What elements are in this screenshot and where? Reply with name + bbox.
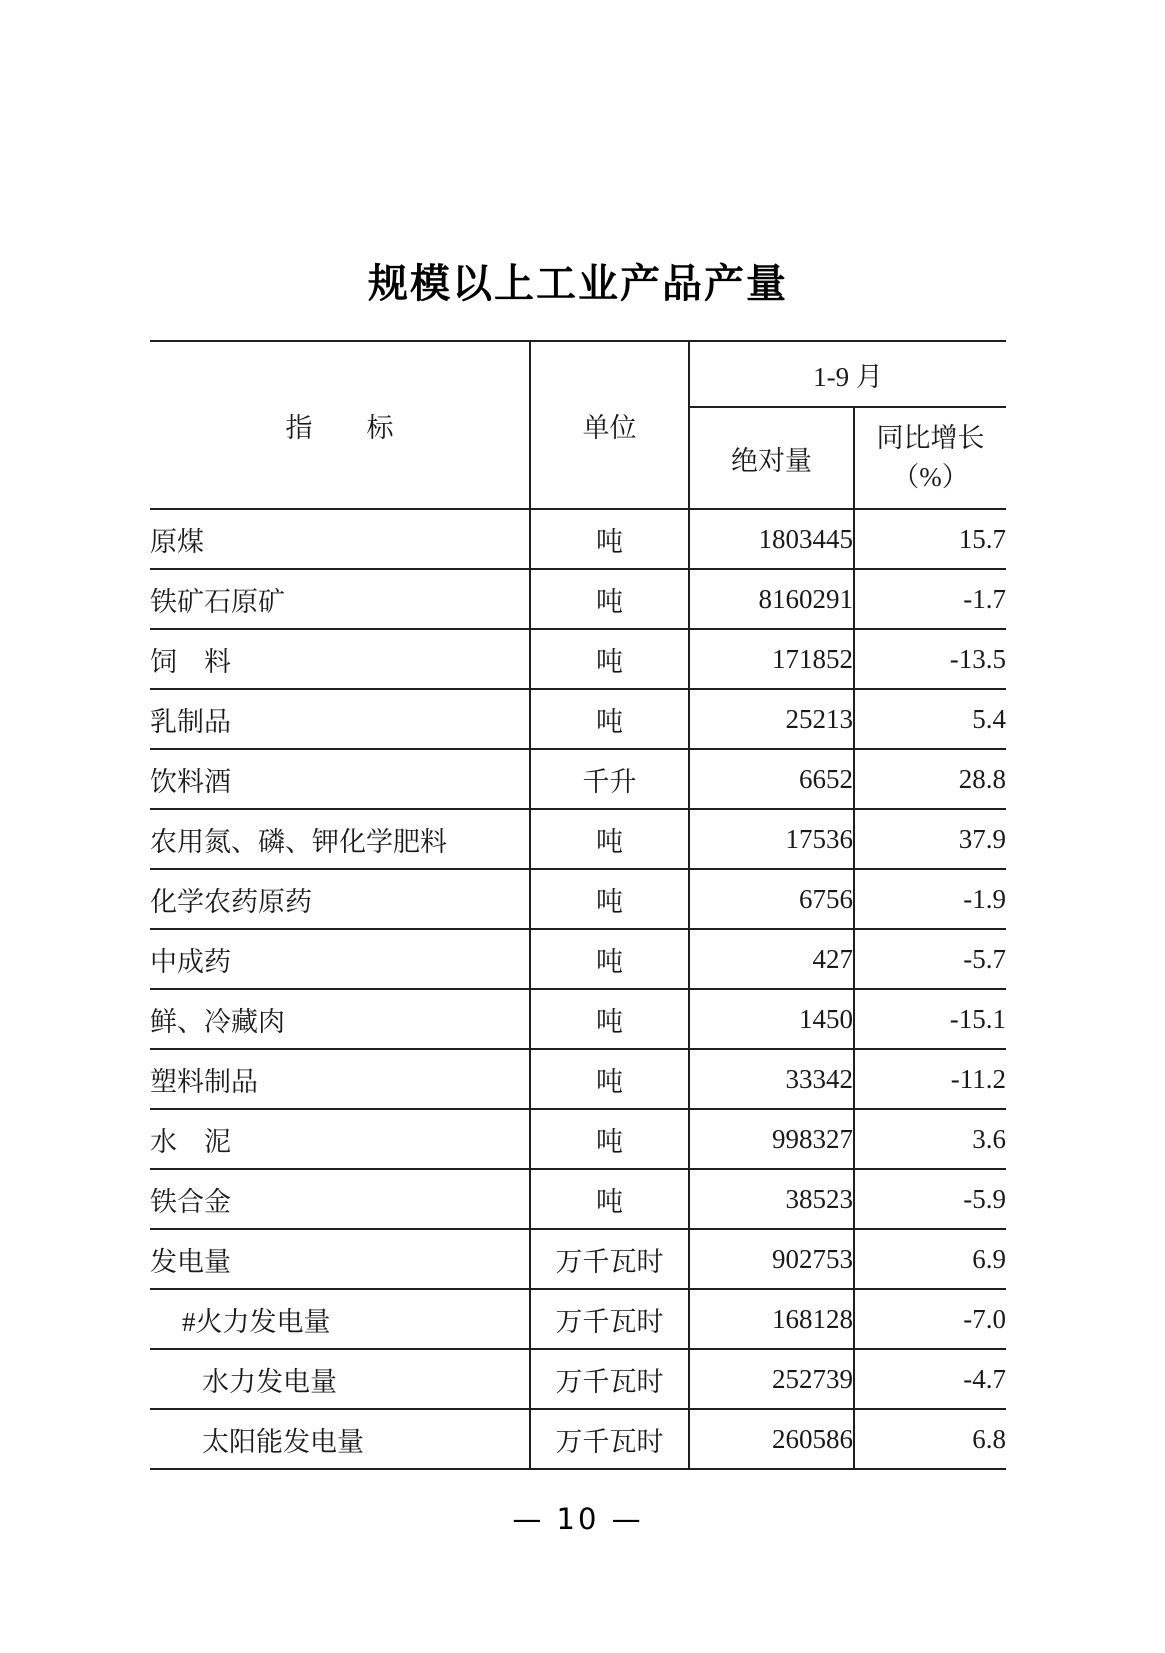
indicator-cell: #火力发电量 [150, 1289, 530, 1349]
table-row [150, 689, 1006, 749]
indicator-cell: 化学农药原药 [150, 869, 530, 929]
growth-cell: 28.8 [854, 749, 1006, 809]
absolute-cell: 1803445 [689, 509, 854, 569]
header-absolute: 绝对量 [689, 407, 854, 509]
table-row [150, 1229, 1006, 1289]
unit-cell: 万千瓦时 [530, 1229, 689, 1289]
table-row [150, 1169, 1006, 1229]
indicator-cell: 原煤 [150, 509, 530, 569]
absolute-cell: 252739 [689, 1349, 854, 1409]
table-header [150, 341, 1006, 509]
table-row [150, 629, 1006, 689]
table-row [150, 569, 1006, 629]
industrial-output-table [150, 340, 1006, 1470]
unit-cell: 吨 [530, 689, 689, 749]
growth-cell: -5.9 [854, 1169, 1006, 1229]
absolute-cell: 38523 [689, 1169, 854, 1229]
absolute-cell: 33342 [689, 1049, 854, 1109]
growth-cell: 3.6 [854, 1109, 1006, 1169]
indicator-cell: 铁合金 [150, 1169, 530, 1229]
growth-cell: 6.9 [854, 1229, 1006, 1289]
absolute-cell: 8160291 [689, 569, 854, 629]
indicator-cell: 鲜、冷藏肉 [150, 989, 530, 1049]
growth-cell: -5.7 [854, 929, 1006, 989]
indicator-cell: 中成药 [150, 929, 530, 989]
absolute-cell: 17536 [689, 809, 854, 869]
unit-cell: 吨 [530, 1049, 689, 1109]
unit-cell: 吨 [530, 929, 689, 989]
table-row [150, 869, 1006, 929]
page-number: — 10 — [512, 1502, 644, 1536]
unit-cell: 万千瓦时 [530, 1409, 689, 1469]
growth-cell: 15.7 [854, 509, 1006, 569]
unit-cell: 千升 [530, 749, 689, 809]
table-row [150, 1409, 1006, 1469]
absolute-cell: 6756 [689, 869, 854, 929]
unit-cell: 吨 [530, 809, 689, 869]
content-area [150, 0, 1006, 1536]
indicator-cell: 发电量 [150, 1229, 530, 1289]
unit-cell: 吨 [530, 509, 689, 569]
absolute-cell: 1450 [689, 989, 854, 1049]
header-growth [854, 407, 1006, 509]
growth-cell: -1.7 [854, 569, 1006, 629]
indicator-cell: 饮料酒 [150, 749, 530, 809]
indicator-cell: 铁矿石原矿 [150, 569, 530, 629]
unit-cell: 吨 [530, 569, 689, 629]
unit-cell: 万千瓦时 [530, 1349, 689, 1409]
table-row [150, 749, 1006, 809]
absolute-cell: 427 [689, 929, 854, 989]
table-row [150, 509, 1006, 569]
header-indicator: 指 标 [150, 341, 530, 509]
absolute-cell: 168128 [689, 1289, 854, 1349]
table-row [150, 989, 1006, 1049]
unit-cell: 吨 [530, 869, 689, 929]
absolute-cell: 171852 [689, 629, 854, 689]
header-period: 1-9 月 [689, 341, 1006, 407]
header-growth-unit: （%） [892, 462, 969, 492]
growth-cell: -4.7 [854, 1349, 1006, 1409]
table-body [150, 509, 1006, 1469]
indicator-cell: 水 泥 [150, 1109, 530, 1169]
header-growth-label: 同比增长 [876, 422, 985, 453]
growth-cell: -1.9 [854, 869, 1006, 929]
unit-cell: 吨 [530, 629, 689, 689]
absolute-cell: 260586 [689, 1409, 854, 1469]
table-row [150, 809, 1006, 869]
indicator-cell: 饲 料 [150, 629, 530, 689]
unit-cell: 万千瓦时 [530, 1289, 689, 1349]
indicator-cell: 水力发电量 [150, 1349, 530, 1409]
page-title: 规模以上工业产品产量 [368, 262, 788, 306]
absolute-cell: 25213 [689, 689, 854, 749]
growth-cell: -11.2 [854, 1049, 1006, 1109]
absolute-cell: 998327 [689, 1109, 854, 1169]
growth-cell: 5.4 [854, 689, 1006, 749]
table-row [150, 929, 1006, 989]
absolute-cell: 902753 [689, 1229, 854, 1289]
growth-cell: 6.8 [854, 1409, 1006, 1469]
unit-cell: 吨 [530, 989, 689, 1049]
growth-cell: -13.5 [854, 629, 1006, 689]
table-row [150, 1049, 1006, 1109]
indicator-cell: 塑料制品 [150, 1049, 530, 1109]
table-row [150, 1109, 1006, 1169]
absolute-cell: 6652 [689, 749, 854, 809]
indicator-cell: 农用氮、磷、钾化学肥料 [150, 809, 530, 869]
indicator-cell: 太阳能发电量 [150, 1409, 530, 1469]
growth-cell: 37.9 [854, 809, 1006, 869]
header-unit: 单位 [530, 341, 689, 509]
growth-cell: -15.1 [854, 989, 1006, 1049]
table-row [150, 1349, 1006, 1409]
table-row [150, 1289, 1006, 1349]
unit-cell: 吨 [530, 1109, 689, 1169]
indicator-cell: 乳制品 [150, 689, 530, 749]
unit-cell: 吨 [530, 1169, 689, 1229]
growth-cell: -7.0 [854, 1289, 1006, 1349]
